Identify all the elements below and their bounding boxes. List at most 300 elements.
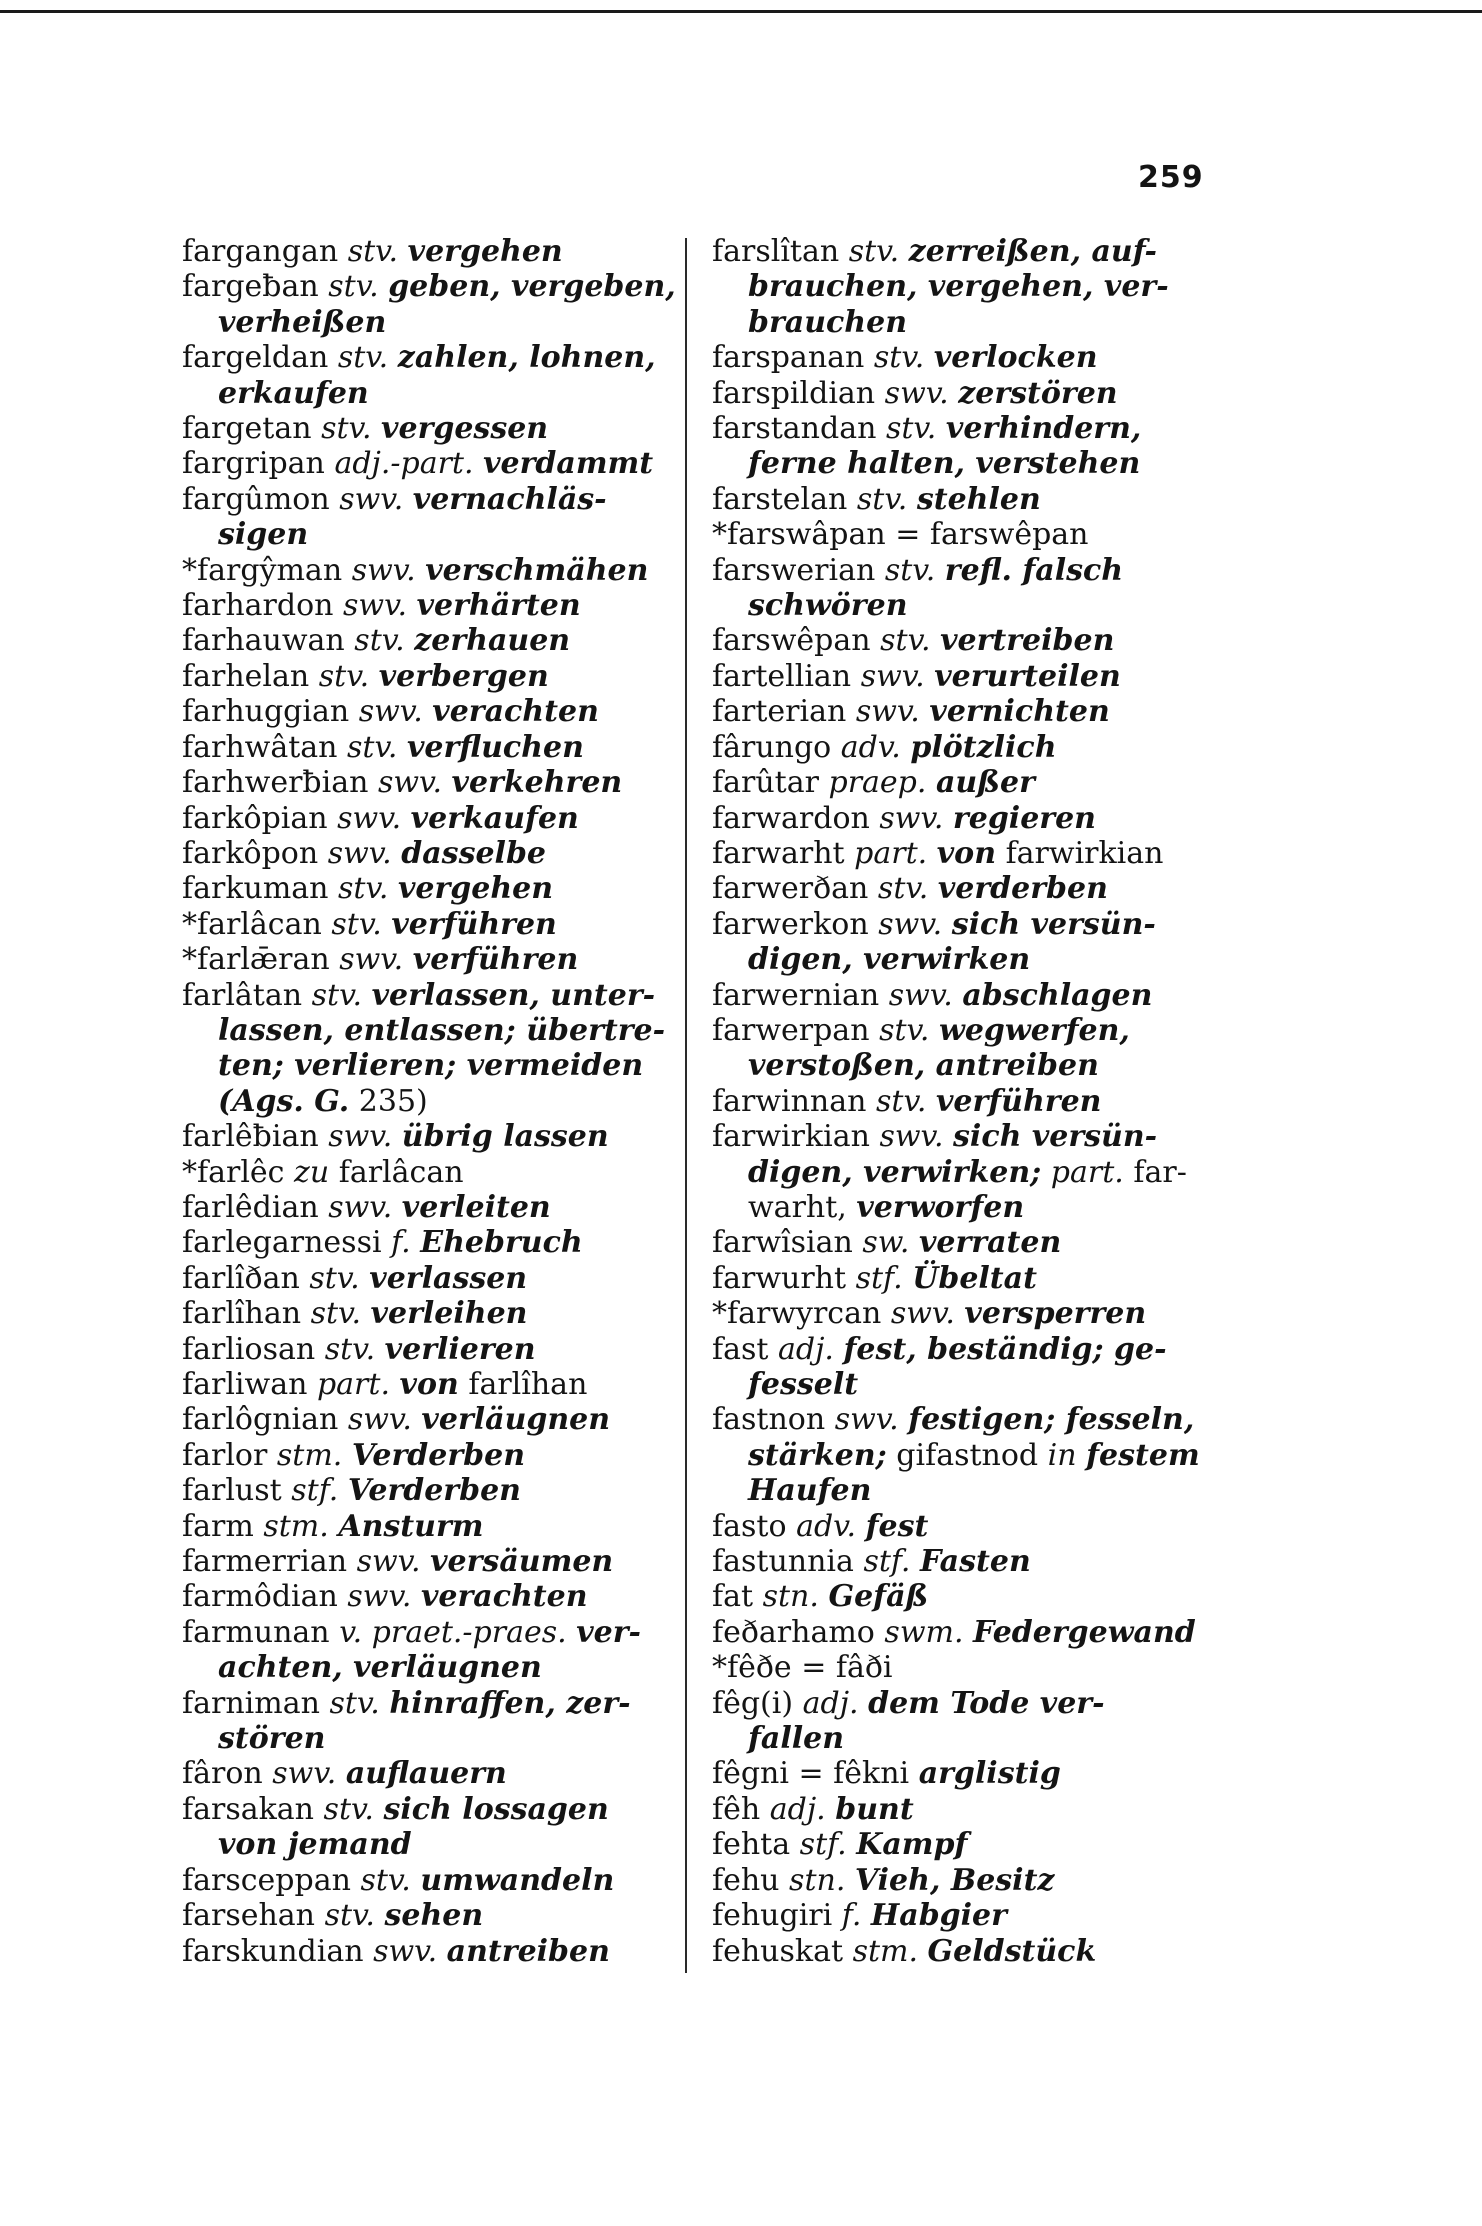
gloss: sich versün- — [951, 906, 1156, 942]
entry-line — [182, 623, 682, 658]
gloss: Ansturm — [338, 1508, 484, 1544]
dictionary-entry — [182, 1898, 682, 1933]
entry-line — [712, 411, 1202, 446]
gloss: vertreiben — [940, 623, 1115, 659]
grammar-label: stf. — [799, 1827, 847, 1863]
grammar-label: swv. — [890, 1296, 955, 1332]
gloss: Verderben — [351, 1437, 526, 1473]
entry-line — [712, 623, 1202, 658]
gloss: von jemand — [218, 1827, 412, 1863]
entry-line — [712, 1544, 1202, 1579]
entry-line — [712, 1438, 1202, 1473]
gloss: fest, beständig; ge- — [843, 1331, 1167, 1367]
grammar-label: stv. — [347, 234, 399, 269]
gloss: von — [399, 1367, 459, 1402]
entry-line — [182, 1225, 682, 1260]
gloss: schwören — [748, 588, 908, 624]
headword: farwernian — [712, 977, 880, 1013]
dictionary-entry — [182, 1155, 682, 1190]
entry-line — [712, 1650, 1202, 1685]
dictionary-entry — [182, 269, 682, 340]
headword: farlêdian — [182, 1189, 319, 1225]
gloss: verachten — [420, 1579, 588, 1615]
headword: farhwâtan — [182, 729, 338, 765]
dictionary-entry — [712, 340, 1202, 375]
entry-line — [182, 1402, 682, 1437]
grammar-label: stv. — [328, 269, 379, 305]
entry-line — [712, 305, 1202, 340]
headword: farswerian — [712, 552, 876, 588]
gloss: verurteilen — [934, 658, 1121, 694]
grammar-label: stv. — [338, 871, 389, 907]
dictionary-entry — [182, 765, 682, 800]
dictionary-entry — [712, 694, 1202, 729]
dictionary-entry — [712, 1756, 1202, 1791]
entry-line — [182, 1934, 682, 1969]
gloss: antreiben — [446, 1933, 610, 1969]
grammar-label: praep. — [828, 765, 927, 801]
grammar-label: stv. — [310, 1296, 361, 1332]
grammar-label: v. praet.-praes. — [339, 1614, 567, 1650]
headword: farwerðan — [712, 871, 869, 907]
entry-line — [182, 1650, 682, 1685]
headword: farspanan — [712, 340, 865, 376]
gloss: Geldstück — [927, 1933, 1097, 1969]
gloss: dem Tode ver- — [868, 1685, 1105, 1721]
entry-line — [182, 269, 682, 304]
dictionary-entry — [182, 1934, 682, 1969]
grammar-label: adj. — [769, 1791, 826, 1827]
dictionary-entry — [182, 482, 682, 553]
dictionary-entry — [712, 553, 1202, 624]
entry-line — [712, 942, 1202, 977]
grammar-label: swv. — [879, 800, 944, 836]
entry-line — [712, 588, 1202, 623]
headword: farkuman — [182, 871, 329, 907]
entry-line — [182, 1863, 682, 1898]
grammar-label: swv. — [328, 1189, 393, 1225]
dictionary-entry — [182, 1686, 682, 1757]
entry-line — [712, 1084, 1202, 1119]
grammar-label: swv. — [834, 1402, 899, 1438]
dictionary-entry — [712, 978, 1202, 1013]
grammar-label: stm. — [276, 1437, 343, 1473]
grammar-label: swv. — [272, 1756, 337, 1792]
headword: farhardon — [182, 588, 334, 624]
grammar-label: stv. — [884, 552, 936, 588]
gloss: plötzlich — [910, 729, 1057, 765]
headword: *fargŷman — [182, 552, 343, 588]
headword: farlêƀian — [182, 1119, 319, 1155]
grammar-label: stv. — [856, 481, 908, 517]
dictionary-entry — [182, 659, 682, 694]
entry-line — [182, 1827, 682, 1862]
grammar-label: swv. — [347, 1402, 412, 1438]
grammar-label: stm. — [263, 1508, 329, 1544]
dictionary-entry — [712, 1225, 1202, 1260]
headword: farkôpian — [182, 800, 328, 836]
dictionary-entry — [712, 765, 1202, 800]
entry-line — [712, 1261, 1202, 1296]
grammar-label: stv. — [877, 871, 929, 907]
dictionary-entry — [712, 1579, 1202, 1614]
grammar-label: stv. — [876, 1083, 927, 1119]
gloss: regieren — [952, 800, 1096, 836]
dictionary-entry — [182, 1367, 682, 1402]
gloss: hinraffen, zer- — [389, 1685, 631, 1721]
entry-line — [182, 1048, 682, 1083]
entry-line — [182, 836, 682, 871]
entry-line — [182, 1544, 682, 1579]
headword: farsakan — [182, 1791, 314, 1827]
headword: farlor — [182, 1437, 268, 1473]
dictionary-entry — [712, 836, 1202, 871]
dictionary-entry — [712, 871, 1202, 906]
entry-line — [182, 1473, 682, 1508]
gloss: festigen; fesseln, — [908, 1402, 1195, 1438]
gloss: Federgewand — [973, 1614, 1196, 1650]
headword: farûtar — [712, 765, 819, 801]
gloss: ver- — [576, 1614, 642, 1650]
headword: farlîðan — [182, 1260, 300, 1296]
grammar-label: adj. — [778, 1331, 834, 1367]
entry-line — [712, 553, 1202, 588]
headword: gifastnod — [896, 1437, 1039, 1473]
entry-line — [182, 1615, 682, 1650]
headword: 235) — [358, 1083, 428, 1119]
headword: *farswâpan = farswêpan — [712, 517, 1089, 553]
headword: fasto — [712, 1508, 787, 1544]
entry-line — [712, 482, 1202, 517]
entry-line — [712, 1898, 1202, 1933]
grammar-label: stv. — [885, 411, 937, 447]
gloss: verstoßen, antreiben — [748, 1048, 1099, 1084]
gloss: sehen — [384, 1898, 484, 1934]
dictionary-entry — [712, 1084, 1202, 1119]
entry-line — [182, 1579, 682, 1614]
grammar-label: swv. — [347, 1579, 412, 1615]
gloss: vergehen — [397, 871, 554, 907]
gloss: verfluchen — [406, 729, 584, 765]
dictionary-entry — [182, 836, 682, 871]
headword: fargangan — [182, 234, 339, 269]
headword: feðarhamo — [712, 1614, 875, 1650]
entry-line — [712, 1367, 1202, 1402]
dictionary-entry — [712, 1934, 1202, 1969]
dictionary-entry — [712, 1544, 1202, 1579]
headword: *farwyrcan — [712, 1296, 882, 1332]
grammar-label: f. — [391, 1225, 411, 1261]
gloss: erkaufen — [218, 375, 369, 411]
entry-line — [182, 1119, 682, 1154]
dictionary-entry — [182, 1438, 682, 1473]
grammar-label: swv. — [356, 1544, 421, 1580]
dictionary-entry — [712, 1650, 1202, 1685]
dictionary-entry — [182, 1863, 682, 1898]
headword: fastnon — [712, 1402, 826, 1438]
gloss: ten; verlieren; vermeiden — [218, 1048, 644, 1084]
gloss: zerstören — [958, 375, 1118, 411]
entry-line — [712, 1225, 1202, 1260]
headword: farwerkon — [712, 906, 869, 942]
entry-line — [182, 730, 682, 765]
entry-line — [712, 1402, 1202, 1437]
headword: fehugiri — [712, 1898, 833, 1934]
grammar-label: part. — [316, 1367, 390, 1402]
grammar-label: part. — [854, 835, 928, 871]
entry-line — [182, 765, 682, 800]
headword: fargûmon — [182, 481, 330, 517]
gloss: verkaufen — [410, 800, 579, 836]
entry-line — [712, 871, 1202, 906]
entry-line — [712, 694, 1202, 729]
entry-line — [712, 1792, 1202, 1827]
headword: fêgni = fêkni — [712, 1756, 910, 1792]
headword: farkôpon — [182, 835, 319, 871]
entry-line — [182, 1013, 682, 1048]
grammar-label: stv. — [324, 1331, 376, 1367]
entry-line — [182, 1792, 682, 1827]
dictionary-entry — [182, 446, 682, 481]
gloss: (Ags. G. — [218, 1083, 350, 1119]
gloss: umwandeln — [420, 1862, 615, 1898]
headword: fehta — [712, 1827, 791, 1863]
entry-line — [182, 1155, 682, 1190]
gloss: verleiten — [401, 1189, 551, 1225]
gloss: übrig lassen — [401, 1119, 609, 1155]
grammar-label: stv. — [329, 1685, 380, 1721]
gloss: fallen — [748, 1721, 845, 1757]
entry-line — [712, 1048, 1202, 1083]
entry-line — [712, 907, 1202, 942]
headword: farstelan — [712, 481, 848, 517]
dictionary-entry — [712, 659, 1202, 694]
headword: farlâcan — [338, 1154, 464, 1190]
headword: farwarht — [712, 835, 845, 871]
grammar-label: stv. — [873, 340, 925, 376]
headword: farwinnan — [712, 1083, 867, 1119]
entry-line — [712, 978, 1202, 1013]
entry-line — [712, 1934, 1202, 1969]
headword: fâron — [182, 1756, 263, 1792]
headword: fat — [712, 1579, 754, 1615]
gloss: geben, vergeben, — [388, 269, 676, 305]
entry-line — [712, 765, 1202, 800]
headword: farsehan — [182, 1898, 316, 1934]
entry-line — [712, 1155, 1202, 1190]
entry-line — [712, 1473, 1202, 1508]
gloss: digen, verwirken; — [748, 1154, 1042, 1190]
gloss: brauchen, vergehen, ver- — [748, 269, 1169, 305]
headword: farskundian — [182, 1933, 364, 1969]
entry-line — [182, 1367, 682, 1402]
entry-line — [182, 340, 682, 375]
dictionary-entry — [182, 1190, 682, 1225]
dictionary-entry — [182, 1119, 682, 1154]
entry-line — [182, 1509, 682, 1544]
dictionary-entry — [712, 1402, 1202, 1508]
gloss: verführen — [935, 1083, 1102, 1119]
entry-line — [182, 1084, 682, 1119]
gloss: vernachläs- — [412, 481, 607, 517]
headword: *farlêc — [182, 1154, 285, 1190]
headword: farniman — [182, 1685, 320, 1721]
gloss: vergehen — [407, 234, 563, 269]
dictionary-entry — [182, 1473, 682, 1508]
grammar-label: swv. — [377, 765, 442, 801]
headword: farliwan — [182, 1367, 308, 1402]
dictionary-entry — [182, 1544, 682, 1579]
gloss: verworfen — [856, 1189, 1025, 1225]
dictionary-entry — [182, 553, 682, 588]
gloss: Haufen — [748, 1473, 872, 1509]
grammar-label: stv. — [323, 1791, 374, 1827]
gloss: verbergen — [378, 658, 549, 694]
gloss: verhindern, — [945, 411, 1142, 447]
headword: *farlâcan — [182, 906, 322, 942]
dictionary-entry — [182, 801, 682, 836]
entry-line — [712, 1119, 1202, 1154]
entry-line — [182, 376, 682, 411]
grammar-label: stv. — [848, 234, 900, 269]
entry-line — [712, 269, 1202, 304]
dictionary-column-right — [712, 234, 1202, 1969]
gloss: verleihen — [370, 1296, 528, 1332]
gloss: vernichten — [929, 694, 1110, 730]
dictionary-entry — [712, 1332, 1202, 1403]
gloss: verhärten — [416, 588, 581, 624]
headword: farlôgnian — [182, 1402, 339, 1438]
dictionary-entry — [182, 730, 682, 765]
gloss: fesselt — [748, 1367, 859, 1402]
gloss: bunt — [835, 1791, 914, 1827]
entry-line — [712, 801, 1202, 836]
entry-line — [182, 1261, 682, 1296]
headword: farwîsian — [712, 1225, 853, 1261]
dictionary-entry — [712, 517, 1202, 552]
gloss: verachten — [432, 694, 599, 730]
grammar-label: stv. — [879, 1012, 930, 1048]
gloss: Gefäß — [828, 1579, 929, 1615]
dictionary-entry — [712, 623, 1202, 658]
grammar-label: swv. — [888, 977, 953, 1013]
entry-line — [182, 553, 682, 588]
entry-line — [182, 446, 682, 481]
grammar-label: stv. — [324, 1898, 375, 1934]
grammar-label: swv. — [855, 694, 920, 730]
grammar-label: part. — [1050, 1154, 1124, 1190]
entry-line — [712, 1721, 1202, 1756]
gloss: verläugnen — [421, 1402, 611, 1438]
headword: farhauwan — [182, 623, 345, 659]
headword: farswêpan — [712, 623, 871, 659]
headword: farm — [182, 1508, 254, 1544]
grammar-label: stv. — [321, 411, 372, 447]
headword: fârungo — [712, 729, 832, 765]
entry-line — [712, 1579, 1202, 1614]
dictionary-entry — [182, 1509, 682, 1544]
headword: fastunnia — [712, 1544, 854, 1580]
entry-line — [712, 1013, 1202, 1048]
dictionary-entry — [712, 482, 1202, 517]
headword: farhwerƀian — [182, 765, 369, 801]
gloss: dasselbe — [401, 835, 547, 871]
dictionary-entry — [712, 1509, 1202, 1544]
dictionary-entry — [182, 942, 682, 977]
gloss: lassen, entlassen; übertre- — [218, 1012, 666, 1048]
gloss: verlassen, unter- — [371, 977, 656, 1013]
dictionary-entry — [712, 1792, 1202, 1827]
entry-line — [182, 871, 682, 906]
entry-line — [182, 234, 682, 269]
grammar-label: swv. — [358, 694, 423, 730]
entry-line — [182, 305, 682, 340]
dictionary-entry — [712, 730, 1202, 765]
grammar-label: adv. — [840, 729, 901, 765]
dictionary-entry — [712, 1615, 1202, 1650]
gloss: Verderben — [347, 1473, 521, 1509]
gloss: zerhauen — [414, 623, 571, 659]
dictionary-entry — [712, 234, 1202, 340]
gloss: sich lossagen — [383, 1791, 609, 1827]
gloss: ferne halten, verstehen — [748, 446, 1141, 482]
dictionary-column-left — [182, 234, 682, 1969]
headword: farlegarnessi — [182, 1225, 382, 1261]
dictionary-entry — [182, 1332, 682, 1367]
grammar-label: stv. — [331, 906, 382, 942]
dictionary-entry — [712, 1119, 1202, 1225]
gloss: versäumen — [430, 1544, 614, 1580]
headword: farlîhan — [182, 1296, 302, 1332]
grammar-label: swv. — [339, 942, 404, 978]
gloss: stärken; — [748, 1437, 887, 1473]
headword: farwerpan — [712, 1012, 870, 1048]
entry-line — [712, 1332, 1202, 1367]
entry-line — [182, 482, 682, 517]
entry-line — [182, 942, 682, 977]
entry-line — [712, 446, 1202, 481]
gloss: verführen — [412, 942, 579, 978]
headword: farmerrian — [182, 1544, 348, 1580]
grammar-label: adv. — [796, 1508, 857, 1544]
dictionary-entry — [712, 1898, 1202, 1933]
dictionary-entry — [182, 907, 682, 942]
gloss: verkehren — [451, 765, 623, 801]
headword: warht, — [748, 1189, 847, 1225]
dictionary-entry — [182, 1579, 682, 1614]
headword: farhelan — [182, 658, 310, 694]
grammar-label: stv. — [347, 729, 398, 765]
gloss: vergessen — [381, 411, 549, 447]
gloss: arglistig — [918, 1756, 1061, 1792]
dictionary-entry — [712, 1686, 1202, 1757]
gloss: stehlen — [916, 481, 1041, 517]
gloss: Fasten — [920, 1544, 1031, 1580]
grammar-label: stf. — [855, 1260, 903, 1296]
gloss: zerreißen, auf- — [908, 234, 1158, 269]
entry-line — [182, 1721, 682, 1756]
gloss: versperren — [964, 1296, 1147, 1332]
entry-line — [712, 1509, 1202, 1544]
gloss: verschmähen — [425, 552, 649, 588]
headword: far- — [1133, 1154, 1187, 1190]
entry-line — [712, 517, 1202, 552]
entry-line — [712, 730, 1202, 765]
entry-line — [182, 1190, 682, 1225]
gloss: verderben — [937, 871, 1108, 907]
grammar-label: swv. — [337, 800, 402, 836]
headword: farmunan — [182, 1614, 330, 1650]
